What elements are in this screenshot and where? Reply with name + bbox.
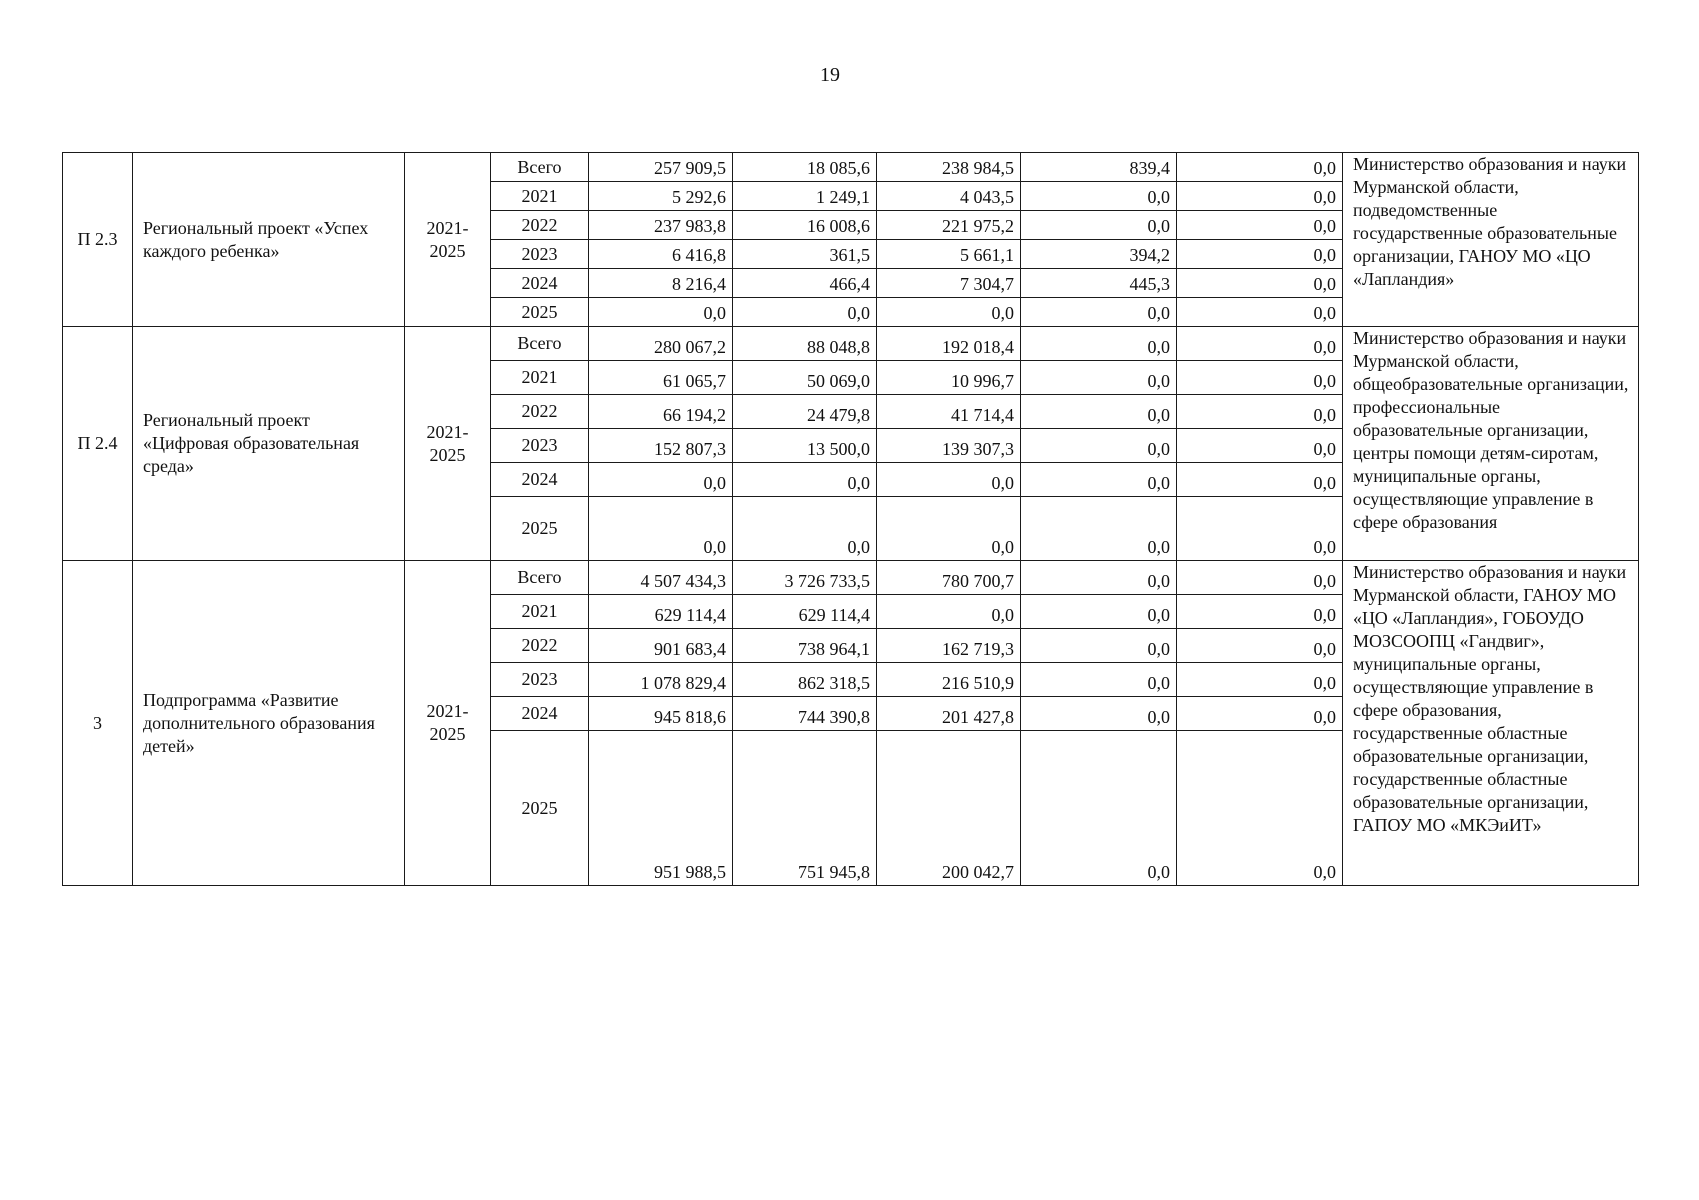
amount-cell-2: 16 008,6: [733, 211, 877, 240]
amount-cell-1: 629 114,4: [589, 595, 733, 629]
item-period: 2021-2025: [405, 561, 491, 886]
item-name: Подпрограмма «Развитие дополнительного образования детей»: [133, 561, 405, 886]
amount-cell-1: 280 067,2: [589, 327, 733, 361]
amount-cell-1: 0,0: [589, 463, 733, 497]
item-period: 2021-2025: [405, 327, 491, 561]
amount-cell-2: 361,5: [733, 240, 877, 269]
amount-cell-1: 66 194,2: [589, 395, 733, 429]
amount-cell-1: 945 818,6: [589, 697, 733, 731]
item-code: 3: [63, 561, 133, 886]
amount-cell-2: 0,0: [733, 298, 877, 327]
amount-cell-2: 0,0: [733, 497, 877, 561]
amount-cell-2: 88 048,8: [733, 327, 877, 361]
amount-cell-5: 0,0: [1177, 395, 1343, 429]
year-cell: 2025: [491, 497, 589, 561]
amount-cell-5: 0,0: [1177, 361, 1343, 395]
amount-cell-4: 0,0: [1021, 595, 1177, 629]
amount-cell-3: 216 510,9: [877, 663, 1021, 697]
year-cell: 2021: [491, 361, 589, 395]
amount-cell-4: 394,2: [1021, 240, 1177, 269]
amount-cell-4: 0,0: [1021, 395, 1177, 429]
amount-cell-3: 139 307,3: [877, 429, 1021, 463]
amount-cell-4: 445,3: [1021, 269, 1177, 298]
amount-cell-1: 901 683,4: [589, 629, 733, 663]
amount-cell-4: 0,0: [1021, 298, 1177, 327]
amount-cell-5: 0,0: [1177, 595, 1343, 629]
amount-cell-2: 466,4: [733, 269, 877, 298]
year-cell: 2022: [491, 211, 589, 240]
year-cell: 2023: [491, 663, 589, 697]
table-row: [63, 561, 1639, 595]
amount-cell-5: 0,0: [1177, 269, 1343, 298]
executors-cell: Министерство образования и науки Мурманской области, подведомственные государственные образовательные организации, ГАНОУ МО «ЦО «Лапландия»: [1343, 153, 1639, 327]
item-code: П 2.4: [63, 327, 133, 561]
amount-cell-1: 8 216,4: [589, 269, 733, 298]
amount-cell-1: 0,0: [589, 298, 733, 327]
amount-cell-4: 0,0: [1021, 561, 1177, 595]
year-cell: Всего: [491, 153, 589, 182]
executors-cell: Министерство образования и науки Мурманской области, общеобразовательные организации, профессиональные образовательные организации, центры помощи детям-сиротам, муниципальные органы, осуществляющие управление в сфере образования: [1343, 327, 1639, 561]
amount-cell-5: 0,0: [1177, 731, 1343, 886]
amount-cell-2: 50 069,0: [733, 361, 877, 395]
year-cell: Всего: [491, 561, 589, 595]
amount-cell-1: 152 807,3: [589, 429, 733, 463]
year-cell: 2024: [491, 269, 589, 298]
amount-cell-3: 0,0: [877, 298, 1021, 327]
amount-cell-5: 0,0: [1177, 182, 1343, 211]
amount-cell-1: 257 909,5: [589, 153, 733, 182]
amount-cell-5: 0,0: [1177, 240, 1343, 269]
amount-cell-1: 951 988,5: [589, 731, 733, 886]
amount-cell-1: 5 292,6: [589, 182, 733, 211]
amount-cell-3: 10 996,7: [877, 361, 1021, 395]
amount-cell-3: 0,0: [877, 497, 1021, 561]
amount-cell-3: 162 719,3: [877, 629, 1021, 663]
amount-cell-2: 18 085,6: [733, 153, 877, 182]
item-name: Региональный проект «Успех каждого ребенка»: [133, 153, 405, 327]
amount-cell-3: 0,0: [877, 463, 1021, 497]
amount-cell-5: 0,0: [1177, 697, 1343, 731]
year-cell: 2025: [491, 298, 589, 327]
amount-cell-5: 0,0: [1177, 497, 1343, 561]
table-row: [63, 153, 1639, 182]
amount-cell-4: 0,0: [1021, 361, 1177, 395]
amount-cell-3: 200 042,7: [877, 731, 1021, 886]
amount-cell-4: 0,0: [1021, 697, 1177, 731]
amount-cell-3: 192 018,4: [877, 327, 1021, 361]
amount-cell-5: 0,0: [1177, 211, 1343, 240]
amount-cell-2: 1 249,1: [733, 182, 877, 211]
amount-cell-1: 4 507 434,3: [589, 561, 733, 595]
year-cell: Всего: [491, 327, 589, 361]
amount-cell-5: 0,0: [1177, 429, 1343, 463]
amount-cell-4: 839,4: [1021, 153, 1177, 182]
amount-cell-2: 751 945,8: [733, 731, 877, 886]
amount-cell-5: 0,0: [1177, 327, 1343, 361]
amount-cell-3: 201 427,8: [877, 697, 1021, 731]
amount-cell-3: 5 661,1: [877, 240, 1021, 269]
amount-cell-5: 0,0: [1177, 629, 1343, 663]
amount-cell-3: 0,0: [877, 595, 1021, 629]
year-cell: 2024: [491, 463, 589, 497]
financing-table: [62, 152, 1639, 886]
year-cell: 2023: [491, 240, 589, 269]
amount-cell-1: 0,0: [589, 497, 733, 561]
year-cell: 2021: [491, 595, 589, 629]
amount-cell-4: 0,0: [1021, 731, 1177, 886]
amount-cell-2: 13 500,0: [733, 429, 877, 463]
amount-cell-1: 1 078 829,4: [589, 663, 733, 697]
amount-cell-3: 4 043,5: [877, 182, 1021, 211]
amount-cell-4: 0,0: [1021, 629, 1177, 663]
amount-cell-2: 744 390,8: [733, 697, 877, 731]
item-name: Региональный проект «Цифровая образовательная среда»: [133, 327, 405, 561]
year-cell: 2022: [491, 629, 589, 663]
amount-cell-1: 237 983,8: [589, 211, 733, 240]
page-number: 19: [820, 64, 840, 86]
amount-cell-2: 738 964,1: [733, 629, 877, 663]
table-row: [63, 327, 1639, 361]
item-code: П 2.3: [63, 153, 133, 327]
amount-cell-4: 0,0: [1021, 327, 1177, 361]
amount-cell-3: 238 984,5: [877, 153, 1021, 182]
amount-cell-2: 0,0: [733, 463, 877, 497]
amount-cell-3: 780 700,7: [877, 561, 1021, 595]
amount-cell-3: 7 304,7: [877, 269, 1021, 298]
amount-cell-1: 61 065,7: [589, 361, 733, 395]
amount-cell-4: 0,0: [1021, 182, 1177, 211]
amount-cell-5: 0,0: [1177, 561, 1343, 595]
year-cell: 2021: [491, 182, 589, 211]
amount-cell-5: 0,0: [1177, 663, 1343, 697]
amount-cell-2: 3 726 733,5: [733, 561, 877, 595]
amount-cell-4: 0,0: [1021, 211, 1177, 240]
amount-cell-3: 41 714,4: [877, 395, 1021, 429]
amount-cell-5: 0,0: [1177, 298, 1343, 327]
executors-cell: Министерство образования и науки Мурманской области, ГАНОУ МО «ЦО «Лапландия», ГОБОУДО МОЗСООПЦ «Гандвиг», муниципальные органы, осуществляющие управление в сфере образования, государственные областные образовательные организации, государственные областные образовательные организации, ГАПОУ МО «МКЭиИТ»: [1343, 561, 1639, 886]
amount-cell-4: 0,0: [1021, 463, 1177, 497]
year-cell: 2023: [491, 429, 589, 463]
amount-cell-2: 862 318,5: [733, 663, 877, 697]
amount-cell-5: 0,0: [1177, 463, 1343, 497]
amount-cell-2: 24 479,8: [733, 395, 877, 429]
amount-cell-4: 0,0: [1021, 429, 1177, 463]
year-cell: 2025: [491, 731, 589, 886]
year-cell: 2022: [491, 395, 589, 429]
amount-cell-1: 6 416,8: [589, 240, 733, 269]
item-period: 2021-2025: [405, 153, 491, 327]
year-cell: 2024: [491, 697, 589, 731]
amount-cell-2: 629 114,4: [733, 595, 877, 629]
amount-cell-3: 221 975,2: [877, 211, 1021, 240]
amount-cell-4: 0,0: [1021, 663, 1177, 697]
amount-cell-5: 0,0: [1177, 153, 1343, 182]
amount-cell-4: 0,0: [1021, 497, 1177, 561]
